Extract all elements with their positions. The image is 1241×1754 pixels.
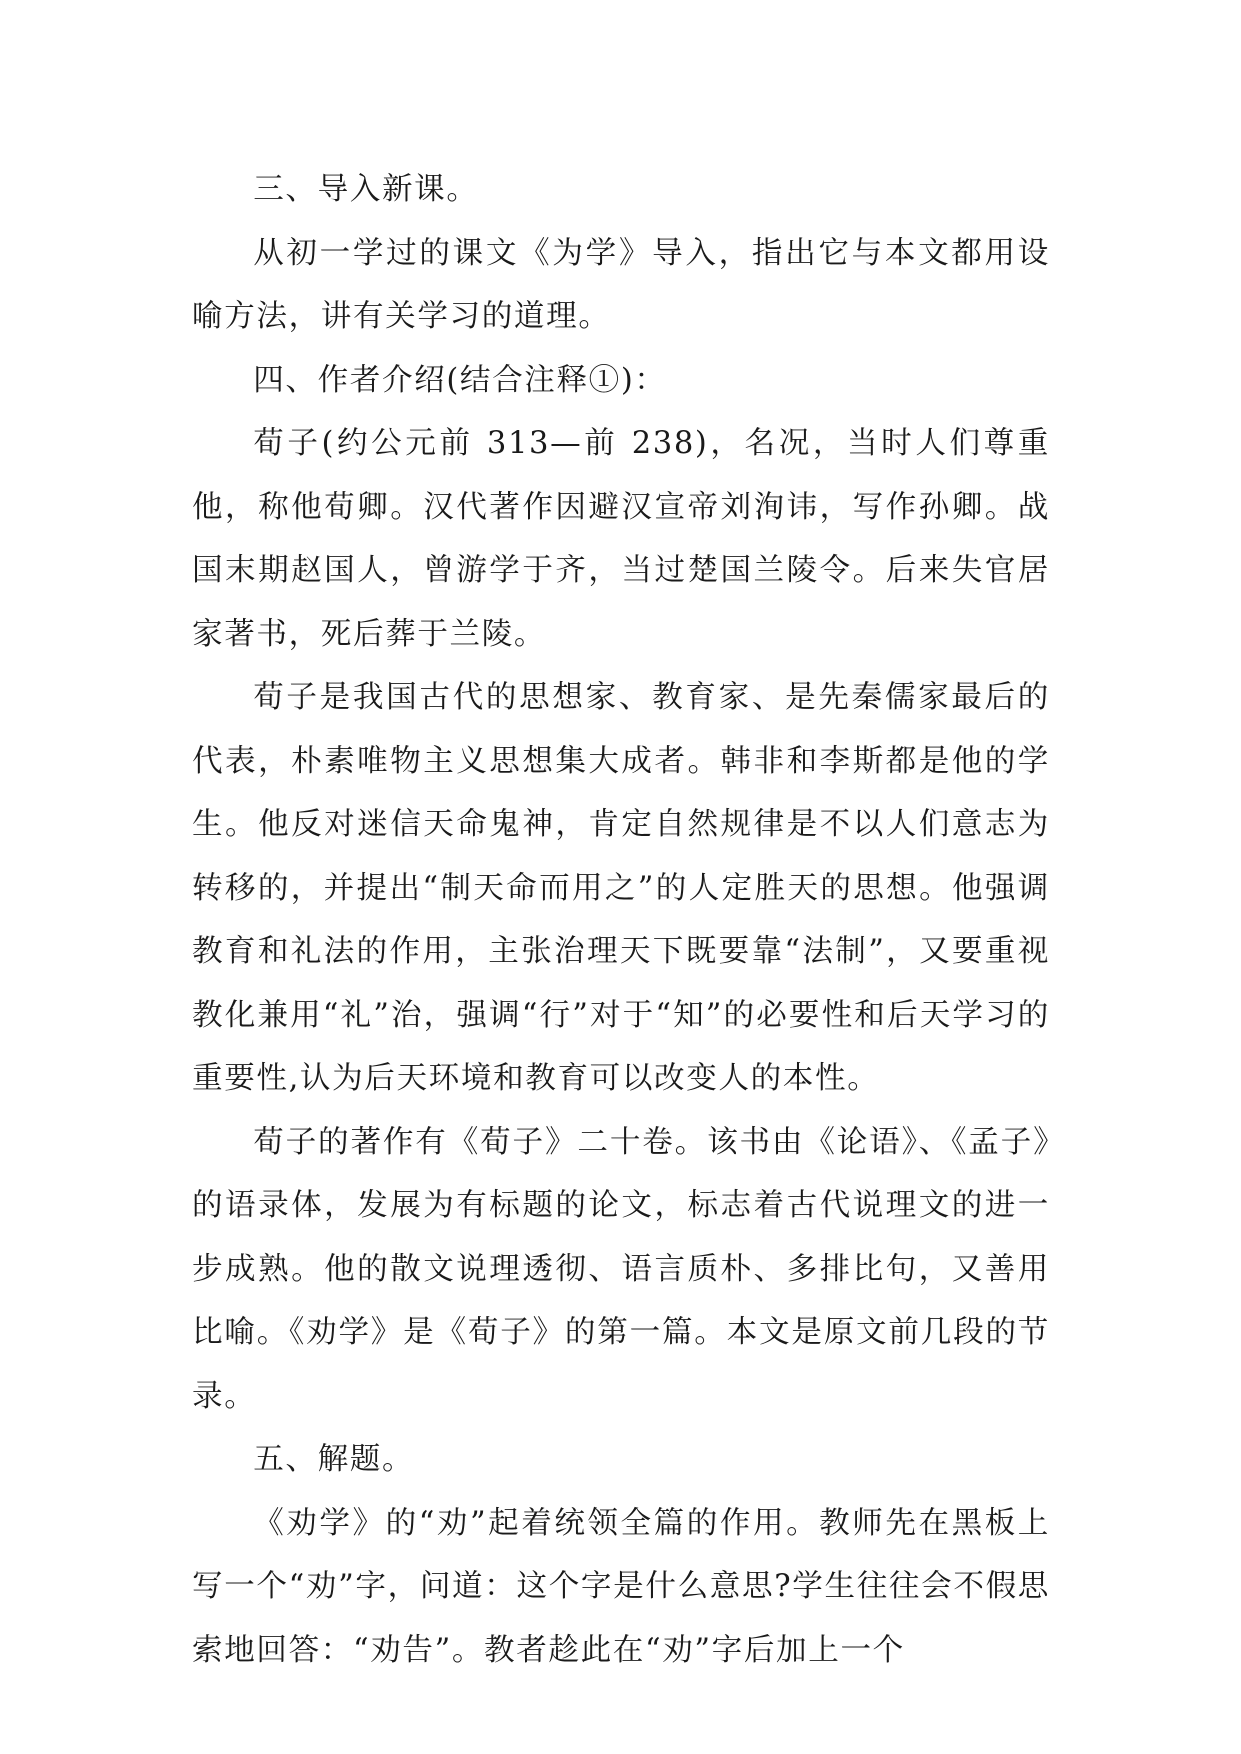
paragraph-author-thought: 荀子是我国古代的思想家、教育家、是先秦儒家最后的代表，朴素唯物主义思想集大成者。韩非和李斯都是他的学生。他反对迷信天命鬼神，肯定自然规律是不以人们意志为转移的，并提出“制天命而用之”的人定胜天的思想。他强调教育和礼法的作用，主张治理天下既要靠“法制”，又要重视教化兼用“礼”治，强调“行”对于“知”的必要性和后天学习的重要性,认为后天环境和教育可以改变人的本性。 bbox=[192, 680, 1050, 1096]
section-heading-introduction: 三、导入新课。 bbox=[253, 172, 479, 207]
paragraph-author-works: 荀子的著作有《荀子》二十卷。该书由《论语》、《孟子》的语录体，发展为有标题的论文，标志着古代说理文的进一步成熟。他的散文说理透彻、语言质朴、多排比句，又善用比喻。《劝学》是《荀子》的第一篇。本文是原文前几段的节录。 bbox=[192, 1124, 1050, 1414]
paragraph-title-explanation: 《劝学》的“劝”起着统领全篇的作用。教师先在黑板上写一个“劝”字，问道：这个字是什么意思?学生往往会不假思索地回答：“劝告”。教者趁此在“劝”字后加上一个 bbox=[192, 1505, 1050, 1668]
section-heading-title-explanation: 五、解题。 bbox=[253, 1442, 415, 1477]
section-heading-author: 四、作者介绍(结合注释①)： bbox=[253, 362, 667, 398]
paragraph-introduction: 从初一学过的课文《为学》导入，指出它与本文都用设喻方法，讲有关学习的道理。 bbox=[192, 235, 1050, 334]
paragraph-author-bio: 荀子(约公元前 313—前 238)，名况，当时人们尊重他，称他荀卿。汉代著作因避汉宣帝刘洵讳，写作孙卿。战国末期赵国人，曾游学于齐，当过楚国兰陵令。后来失官居家著书，死后葬于兰陵。 bbox=[192, 426, 1050, 652]
document-body bbox=[192, 158, 1050, 1682]
